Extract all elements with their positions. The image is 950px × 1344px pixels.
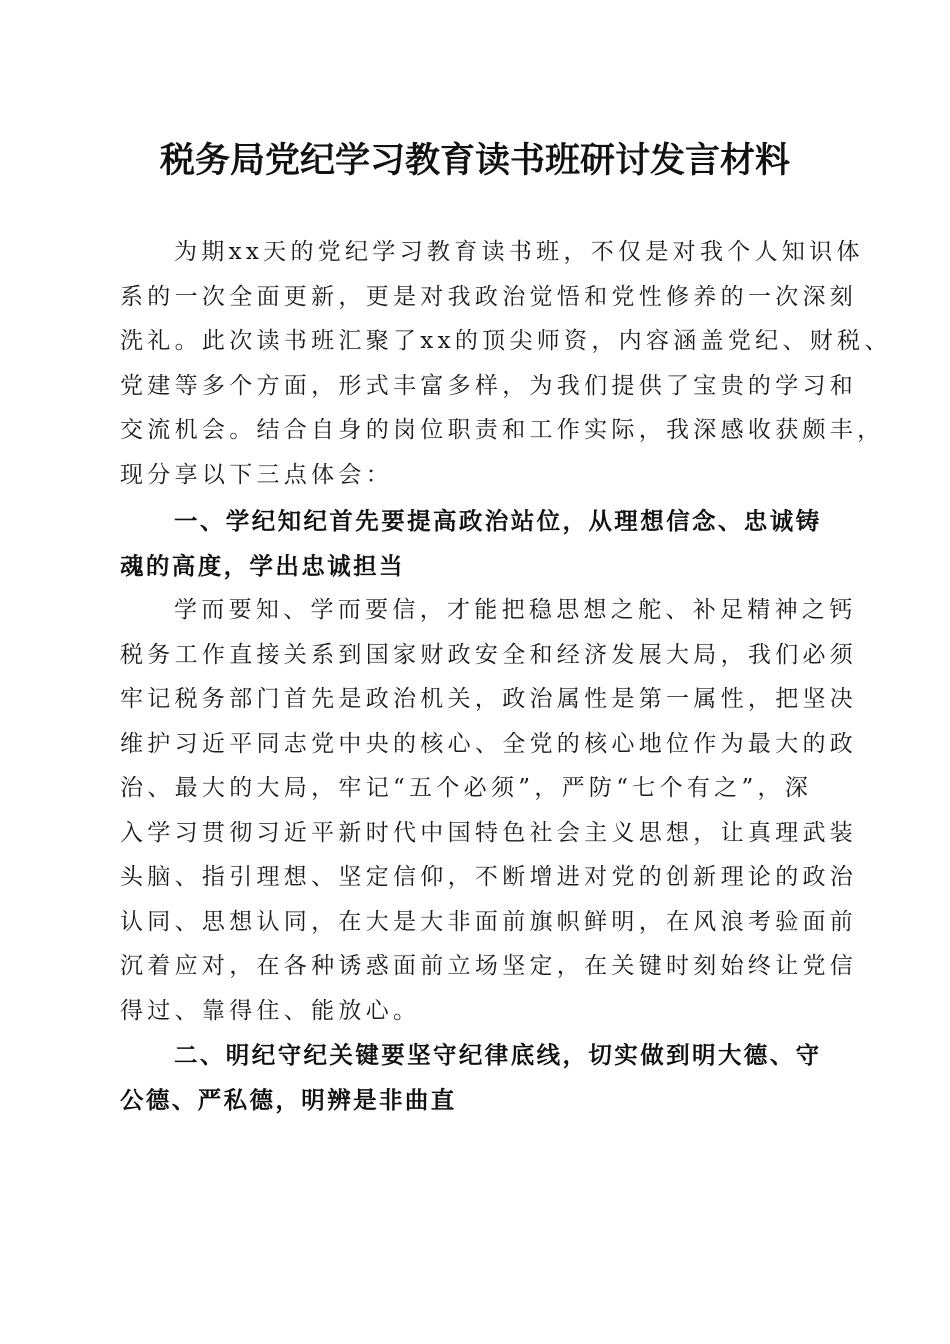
paragraph-line: 维护习近平同志党中央的核心、全党的核心地位作为最大的政 xyxy=(120,730,858,757)
paragraph-line: 沉着应对，在各种诱惑面前立场坚定，在关键时刻始终让党信 xyxy=(120,953,858,979)
section-1-heading xyxy=(120,499,832,588)
intro-paragraph xyxy=(120,230,892,497)
heading-line: 二、明纪守纪关键要坚守纪律底线，切实做到明大德、守 xyxy=(174,1041,822,1069)
heading-line: 魂的高度，学出忠诚担当 xyxy=(120,551,405,580)
intro-line: 交流机会。结合自身的岗位职责和工作实际，我深感收获颇丰， xyxy=(120,417,885,443)
paragraph-line: 税务工作直接关系到国家财政安全和经济发展大局，我们必须 xyxy=(120,641,858,668)
paragraph-line: 认同、思想认同，在大是大非面前旗帜鲜明，在风浪考验面前 xyxy=(120,908,858,935)
intro-line: 为期xx天的党纪学习教育读书班，不仅是对我个人知识体 xyxy=(174,239,864,265)
paragraph-line: 治、最大的大局，牢记“五个必须”，严防“七个有之”，深 xyxy=(120,775,813,801)
intro-line: 系的一次全面更新，更是对我政治觉悟和党性修养的一次深刻 xyxy=(120,283,858,310)
heading-line: 一、学纪知纪首先要提高政治站位，从理想信念、忠诚铸 xyxy=(174,507,822,535)
section-1-paragraph xyxy=(120,588,858,1033)
paragraph-line: 头脑、指引理想、坚定信仰，不断增进对党的创新理论的政治 xyxy=(120,864,858,890)
paragraph-line: 学而要知、学而要信，才能把稳思想之舵、补足精神之钙 xyxy=(174,597,857,623)
paragraph-line: 得过、靠得住、能放心。 xyxy=(120,997,421,1024)
document-title: 税务局党纪学习教育读书班研讨发言材料 xyxy=(159,140,790,181)
intro-line: 洗礼。此次读书班汇聚了xx的顶尖师资，内容涵盖党纪、财税、 xyxy=(120,328,892,354)
paragraph-line: 牢记税务部门首先是政治机关，政治属性是第一属性，把坚决 xyxy=(120,686,858,712)
intro-line: 现分享以下三点体会： xyxy=(120,461,393,488)
paragraph-line: 入学习贯彻习近平新时代中国特色社会主义思想，让真理武装 xyxy=(120,819,858,846)
heading-line: 公德、严私德，明辨是非曲直 xyxy=(120,1085,457,1114)
intro-line: 党建等多个方面，形式丰富多样，为我们提供了宝贵的学习和 xyxy=(120,372,858,399)
section-2-heading xyxy=(120,1033,832,1122)
